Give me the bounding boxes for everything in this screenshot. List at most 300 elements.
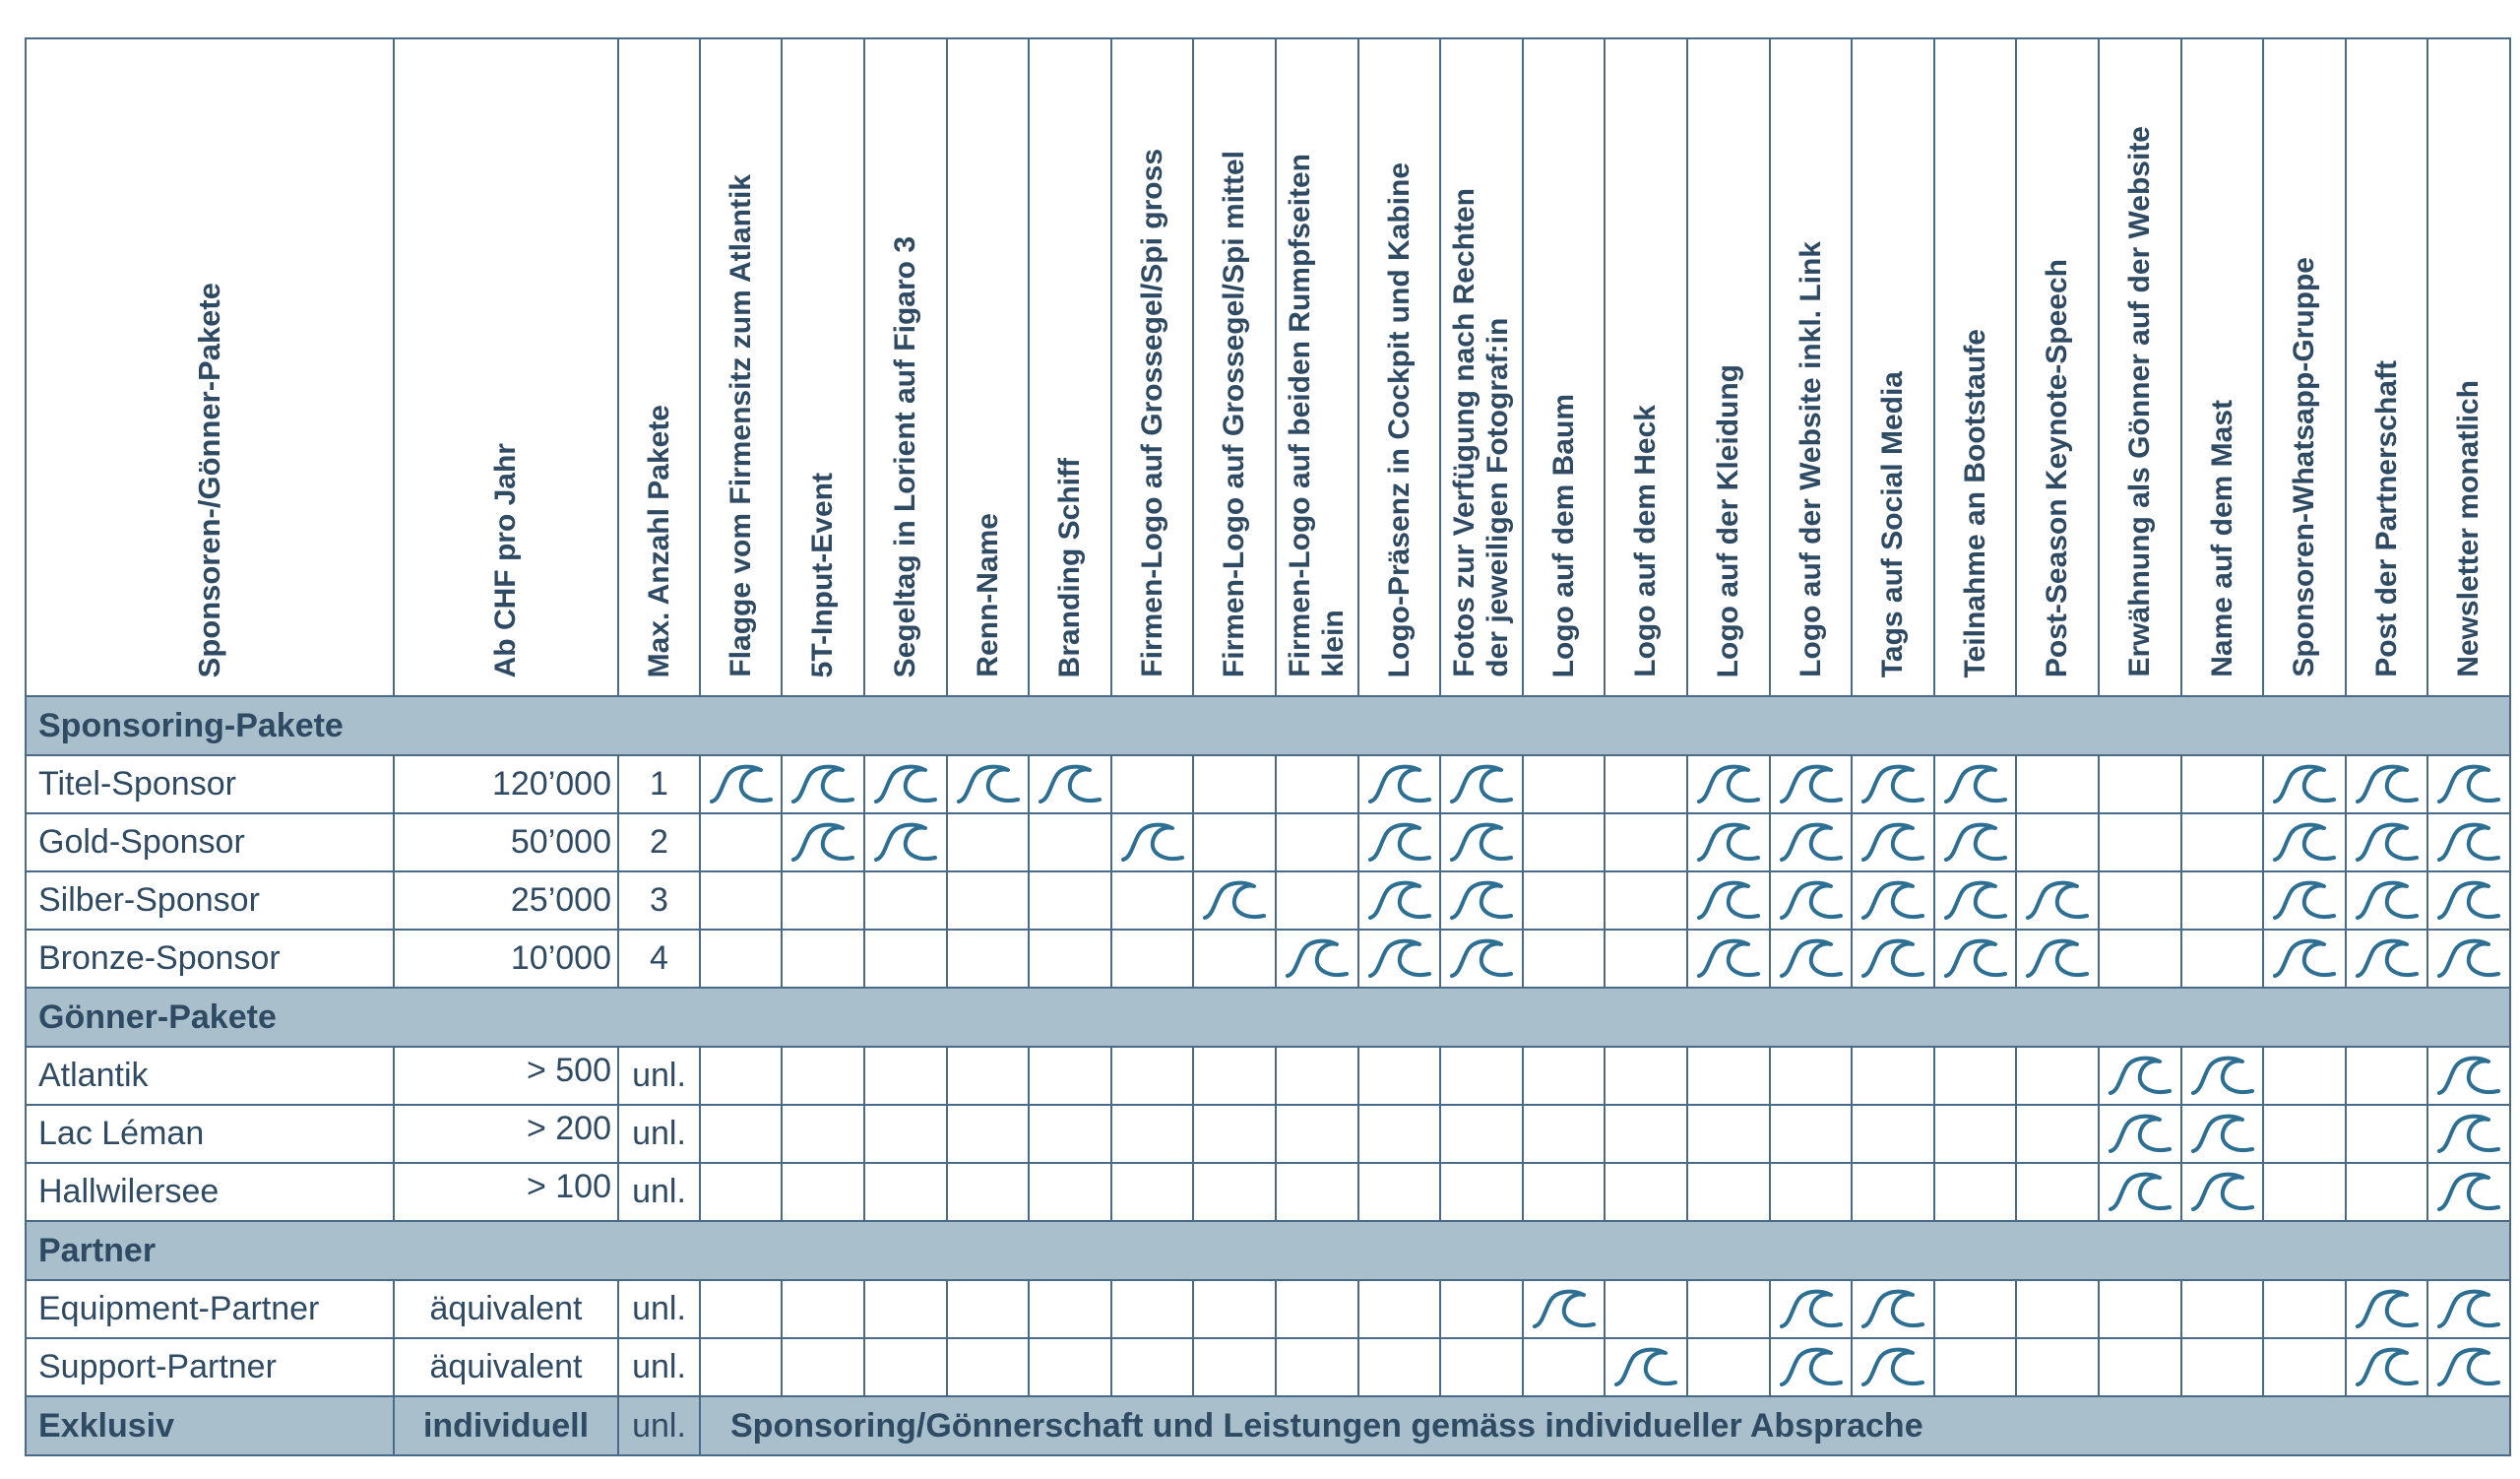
benefit-cell xyxy=(782,1163,864,1221)
header-feature-cell xyxy=(1523,38,1605,696)
header-feature-label: Logo auf dem Baum xyxy=(1546,393,1580,677)
benefit-cell xyxy=(782,1047,864,1105)
benefit-cell xyxy=(1440,1105,1523,1163)
header-max-cell xyxy=(618,38,700,696)
benefit-cell xyxy=(1852,1338,1934,1396)
wave-icon xyxy=(2437,1345,2500,1390)
benefit-cell xyxy=(864,871,947,930)
benefit-cell xyxy=(947,930,1029,988)
benefit-cell xyxy=(1111,755,1193,813)
package-name: Silber-Sponsor xyxy=(26,871,394,930)
wave-icon xyxy=(1861,762,1924,807)
benefit-cell xyxy=(1111,1163,1193,1221)
benefit-cell xyxy=(782,755,864,813)
benefit-cell xyxy=(1523,1047,1605,1105)
benefit-cell xyxy=(1111,1105,1193,1163)
wave-icon xyxy=(2109,1054,2172,1099)
wave-icon xyxy=(1944,936,2007,982)
benefit-cell xyxy=(1934,930,2016,988)
wave-icon xyxy=(1450,820,1513,866)
header-feature-cell xyxy=(2181,38,2263,696)
header-feature-label: Logo-Präsenz in Cockpit und Kabine xyxy=(1382,161,1416,677)
benefit-cell xyxy=(1029,1163,1111,1221)
benefit-cell xyxy=(2263,1280,2346,1338)
benefit-cell xyxy=(1440,930,1523,988)
benefit-cell xyxy=(1852,1105,1934,1163)
benefit-cell xyxy=(2427,871,2510,930)
header-feature-cell xyxy=(782,38,864,696)
header-feature-cell xyxy=(1770,38,1852,696)
wave-icon xyxy=(1697,936,1760,982)
header-feature-label: Renn-Name xyxy=(971,513,1004,677)
benefit-cell xyxy=(2099,930,2181,988)
benefit-cell xyxy=(947,1338,1029,1396)
wave-icon xyxy=(2109,1170,2172,1215)
package-max-count: unl. xyxy=(618,1280,700,1338)
header-feature-label: Logo auf der Website inkl. Link xyxy=(1794,241,1827,677)
wave-icon xyxy=(2191,1112,2254,1157)
benefit-cell xyxy=(864,1163,947,1221)
benefit-cell xyxy=(1440,1047,1523,1105)
benefit-cell xyxy=(1934,1105,2016,1163)
benefit-cell xyxy=(1029,1280,1111,1338)
benefit-cell xyxy=(2181,1105,2263,1163)
benefit-cell xyxy=(1276,1338,1358,1396)
benefit-cell xyxy=(1852,1163,1934,1221)
package-price: äquivalent xyxy=(394,1280,618,1338)
benefit-cell xyxy=(1934,1047,2016,1105)
benefit-cell xyxy=(700,1280,782,1338)
benefit-cell xyxy=(2263,930,2346,988)
benefit-cell xyxy=(864,1338,947,1396)
benefit-cell xyxy=(1687,930,1770,988)
benefit-cell xyxy=(782,813,864,871)
benefit-cell xyxy=(1852,813,1934,871)
header-feature-cell xyxy=(700,38,782,696)
header-feature-label: Post der Partnerschaft xyxy=(2369,360,2403,677)
wave-icon xyxy=(1861,936,1924,982)
benefit-cell xyxy=(947,871,1029,930)
benefit-cell xyxy=(2346,930,2427,988)
wave-icon xyxy=(1039,762,1102,807)
benefit-cell xyxy=(1770,755,1852,813)
benefit-cell xyxy=(1605,755,1687,813)
benefit-cell xyxy=(1440,871,1523,930)
header-feature-cell xyxy=(1934,38,2016,696)
wave-icon xyxy=(1944,878,2007,924)
wave-icon xyxy=(1697,878,1760,924)
wave-icon xyxy=(1780,1287,1843,1332)
benefit-cell xyxy=(782,1338,864,1396)
benefit-cell xyxy=(1358,1047,1440,1105)
header-feature-label: Logo auf der Kleidung xyxy=(1712,363,1744,677)
header-feature-label: Flagge vom Firmensitz zum Atlantik xyxy=(724,174,757,677)
benefit-cell xyxy=(2427,755,2510,813)
exclusive-price: individuell xyxy=(394,1396,618,1455)
header-feature-label: Post-Season Keynote-Speech xyxy=(2041,258,2073,677)
package-price: 25’000 xyxy=(394,871,618,930)
benefit-cell xyxy=(1934,1338,2016,1396)
benefit-cell xyxy=(1029,871,1111,930)
benefit-cell xyxy=(1605,813,1687,871)
benefit-cell xyxy=(1111,813,1193,871)
benefit-cell xyxy=(2346,813,2427,871)
wave-icon xyxy=(2273,762,2336,807)
wave-icon xyxy=(2356,820,2419,866)
package-name: Gold-Sponsor xyxy=(26,813,394,871)
benefit-cell xyxy=(1934,1163,2016,1221)
package-max-count: 3 xyxy=(618,871,700,930)
header-feature-cell xyxy=(1029,38,1111,696)
benefit-cell xyxy=(1358,1338,1440,1396)
package-price: 10’000 xyxy=(394,930,618,988)
wave-icon xyxy=(1861,820,1924,866)
wave-icon xyxy=(2437,1112,2500,1157)
wave-icon xyxy=(791,762,854,807)
wave-icon xyxy=(1286,936,1349,982)
package-max-count: 1 xyxy=(618,755,700,813)
wave-icon xyxy=(874,820,937,866)
header-row xyxy=(26,38,2510,696)
header-feature-cell xyxy=(1111,38,1193,696)
wave-icon xyxy=(1121,820,1184,866)
benefit-cell xyxy=(2016,871,2099,930)
header-feature-label: Fotos zur Verfügung nach Rechten der jeweiligen Fotograf:in xyxy=(1448,188,1514,677)
wave-icon xyxy=(1368,820,1431,866)
benefit-cell xyxy=(1687,755,1770,813)
benefit-cell xyxy=(864,1280,947,1338)
header-feature-cell xyxy=(1276,38,1358,696)
wave-icon xyxy=(2437,878,2500,924)
benefit-cell xyxy=(2099,755,2181,813)
wave-icon xyxy=(2273,936,2336,982)
package-price: 120’000 xyxy=(394,755,618,813)
benefit-cell xyxy=(2099,1047,2181,1105)
benefit-cell xyxy=(947,813,1029,871)
section-header-row xyxy=(26,988,2510,1047)
benefit-cell xyxy=(1276,1163,1358,1221)
benefit-cell xyxy=(2346,1047,2427,1105)
benefit-cell xyxy=(2181,930,2263,988)
wave-icon xyxy=(1533,1287,1596,1332)
benefit-cell xyxy=(1029,1047,1111,1105)
wave-icon xyxy=(2356,1287,2419,1332)
table-row xyxy=(26,755,2510,813)
benefit-cell xyxy=(2263,871,2346,930)
benefit-cell xyxy=(700,1047,782,1105)
header-price-title: Ab CHF pro Jahr xyxy=(489,442,522,677)
header-feature-label: Segeltag in Lorient auf Figaro 3 xyxy=(889,235,921,677)
benefit-cell xyxy=(2099,1163,2181,1221)
benefit-cell xyxy=(1523,1105,1605,1163)
exclusive-note: Sponsoring/Gönnerschaft und Leistungen gemäss individueller Absprache xyxy=(700,1396,2510,1455)
benefit-cell xyxy=(2427,1280,2510,1338)
benefit-cell xyxy=(700,1338,782,1396)
package-max-count: unl. xyxy=(618,1105,700,1163)
benefit-cell xyxy=(1770,1338,1852,1396)
table-body xyxy=(26,696,2510,1455)
benefit-cell xyxy=(1193,813,1276,871)
benefit-cell xyxy=(1276,930,1358,988)
header-feature-label: 5T-Input-Event xyxy=(806,472,839,677)
benefit-cell xyxy=(1770,1163,1852,1221)
benefit-cell xyxy=(1934,871,2016,930)
package-name: Titel-Sponsor xyxy=(26,755,394,813)
header-feature-cell xyxy=(1687,38,1770,696)
benefit-cell xyxy=(1852,755,1934,813)
benefit-cell xyxy=(1687,1105,1770,1163)
table-row xyxy=(26,1338,2510,1396)
table-row xyxy=(26,1280,2510,1338)
package-max-count: unl. xyxy=(618,1163,700,1221)
benefit-cell xyxy=(1440,1280,1523,1338)
benefit-cell xyxy=(1523,1280,1605,1338)
wave-icon xyxy=(2437,762,2500,807)
package-price: > 500 xyxy=(394,1047,618,1105)
benefit-cell xyxy=(2016,1280,2099,1338)
benefit-cell xyxy=(1358,1280,1440,1338)
table-row xyxy=(26,930,2510,988)
header-feature-label: Teilnahme an Bootstaufe xyxy=(1958,328,1991,677)
benefit-cell xyxy=(1605,1105,1687,1163)
wave-icon xyxy=(2356,878,2419,924)
benefit-cell xyxy=(2016,1338,2099,1396)
wave-icon xyxy=(2273,820,2336,866)
benefit-cell xyxy=(1523,871,1605,930)
benefit-cell xyxy=(1934,813,2016,871)
package-max-count: unl. xyxy=(618,1338,700,1396)
wave-icon xyxy=(1861,1287,1924,1332)
benefit-cell xyxy=(1770,871,1852,930)
table-row xyxy=(26,1047,2510,1105)
benefit-cell xyxy=(1770,1280,1852,1338)
benefit-cell xyxy=(2346,755,2427,813)
benefit-cell xyxy=(2181,1280,2263,1338)
header-feature-label: Firmen-Logo auf Grossegel/Spi mittel xyxy=(1218,150,1250,677)
benefit-cell xyxy=(864,1105,947,1163)
benefit-cell xyxy=(864,755,947,813)
header-feature-label: Erwähnung als Gönner auf der Website xyxy=(2123,126,2156,677)
package-price: 50’000 xyxy=(394,813,618,871)
benefit-cell xyxy=(1440,813,1523,871)
benefit-cell xyxy=(1770,1047,1852,1105)
package-price: > 200 xyxy=(394,1105,618,1163)
benefit-cell xyxy=(1111,930,1193,988)
wave-icon xyxy=(1614,1345,1677,1390)
wave-icon xyxy=(957,762,1020,807)
table-row xyxy=(26,813,2510,871)
benefit-cell xyxy=(1523,1163,1605,1221)
wave-icon xyxy=(2273,878,2336,924)
benefit-cell xyxy=(1687,1338,1770,1396)
header-feature-label: Tags auf Social Media xyxy=(1876,370,1909,677)
benefit-cell xyxy=(2016,755,2099,813)
benefit-cell xyxy=(2263,813,2346,871)
benefit-cell xyxy=(1934,755,2016,813)
wave-icon xyxy=(1861,1345,1924,1390)
benefit-cell xyxy=(947,1047,1029,1105)
table-row xyxy=(26,1105,2510,1163)
benefit-cell xyxy=(864,813,947,871)
benefit-cell xyxy=(2181,1338,2263,1396)
benefit-cell xyxy=(1687,1280,1770,1338)
benefit-cell xyxy=(2427,1338,2510,1396)
benefit-cell xyxy=(947,1280,1029,1338)
benefit-cell xyxy=(1193,1105,1276,1163)
benefit-cell xyxy=(2099,1338,2181,1396)
wave-icon xyxy=(2356,936,2419,982)
wave-icon xyxy=(2026,878,2089,924)
wave-icon xyxy=(1780,820,1843,866)
header-feature-cell xyxy=(2263,38,2346,696)
benefit-cell xyxy=(1852,1047,1934,1105)
benefit-cell xyxy=(2016,930,2099,988)
package-max-count: 2 xyxy=(618,813,700,871)
benefit-cell xyxy=(1440,1163,1523,1221)
wave-icon xyxy=(2356,762,2419,807)
benefit-cell xyxy=(2181,1163,2263,1221)
benefit-cell xyxy=(1852,871,1934,930)
benefit-cell xyxy=(700,930,782,988)
wave-icon xyxy=(2437,1287,2500,1332)
header-package-cell xyxy=(26,38,394,696)
package-name: Equipment-Partner xyxy=(26,1280,394,1338)
wave-icon xyxy=(1780,878,1843,924)
benefit-cell xyxy=(2181,871,2263,930)
benefit-cell xyxy=(947,1163,1029,1221)
benefit-cell xyxy=(2263,1338,2346,1396)
wave-icon xyxy=(1697,762,1760,807)
wave-icon xyxy=(1368,762,1431,807)
benefit-cell xyxy=(782,930,864,988)
table-row xyxy=(26,1163,2510,1221)
section-title: Gönner-Pakete xyxy=(26,988,2510,1047)
benefit-cell xyxy=(1523,755,1605,813)
wave-icon xyxy=(1697,820,1760,866)
benefit-cell xyxy=(2427,1105,2510,1163)
benefit-cell xyxy=(864,930,947,988)
benefit-cell xyxy=(1276,1047,1358,1105)
wave-icon xyxy=(1944,820,2007,866)
header-feature-label: Firmen-Logo auf Grossegel/Spi gross xyxy=(1135,149,1168,677)
benefit-cell xyxy=(1605,1047,1687,1105)
wave-icon xyxy=(2356,1345,2419,1390)
benefit-cell xyxy=(1193,930,1276,988)
wave-icon xyxy=(2191,1170,2254,1215)
benefit-cell xyxy=(1852,930,1934,988)
benefit-cell xyxy=(1605,1163,1687,1221)
benefit-cell xyxy=(1770,1105,1852,1163)
wave-icon xyxy=(1450,936,1513,982)
benefit-cell xyxy=(1276,813,1358,871)
benefit-cell xyxy=(1852,1280,1934,1338)
benefit-cell xyxy=(1358,1105,1440,1163)
wave-icon xyxy=(710,762,773,807)
header-feature-cell xyxy=(2346,38,2427,696)
benefit-cell xyxy=(2016,813,2099,871)
header-feature-cell xyxy=(947,38,1029,696)
benefit-cell xyxy=(1276,755,1358,813)
benefit-cell xyxy=(1770,813,1852,871)
exclusive-name: Exklusiv xyxy=(26,1396,394,1455)
wave-icon xyxy=(1780,762,1843,807)
header-feature-cell xyxy=(2099,38,2181,696)
benefit-cell xyxy=(1193,1047,1276,1105)
exclusive-row xyxy=(26,1396,2510,1455)
benefit-cell xyxy=(2016,1163,2099,1221)
header-feature-cell xyxy=(1440,38,1523,696)
benefit-cell xyxy=(700,1105,782,1163)
section-header-row xyxy=(26,696,2510,755)
benefit-cell xyxy=(1193,755,1276,813)
benefit-cell xyxy=(1523,813,1605,871)
wave-icon xyxy=(874,762,937,807)
header-feature-label: Name auf dem Mast xyxy=(2205,400,2238,677)
header-package-title: Sponsoren-/Gönner-Pakete xyxy=(192,282,226,677)
wave-icon xyxy=(2109,1112,2172,1157)
benefit-cell xyxy=(2427,1163,2510,1221)
benefit-cell xyxy=(1358,871,1440,930)
benefit-cell xyxy=(2099,813,2181,871)
benefit-cell xyxy=(1687,1163,1770,1221)
benefit-cell xyxy=(700,871,782,930)
benefit-cell xyxy=(1934,1280,2016,1338)
header-feature-label: Firmen-Logo auf beiden Rumpfseiten klein xyxy=(1284,154,1350,677)
benefit-cell xyxy=(2263,1105,2346,1163)
header-feature-label: Newsletter monatlich xyxy=(2452,380,2485,677)
benefit-cell xyxy=(1358,813,1440,871)
benefit-cell xyxy=(1111,1280,1193,1338)
header-feature-label: Logo auf dem Heck xyxy=(1629,405,1662,677)
benefit-cell xyxy=(782,1105,864,1163)
benefit-cell xyxy=(2346,1338,2427,1396)
header-feature-label: Branding Schiff xyxy=(1053,457,1086,677)
benefit-cell xyxy=(1440,755,1523,813)
header-max-title: Max. Anzahl Pakete xyxy=(642,404,675,677)
benefit-cell xyxy=(2346,1280,2427,1338)
table-row xyxy=(26,871,2510,930)
benefit-cell xyxy=(2263,755,2346,813)
wave-icon xyxy=(1450,878,1513,924)
benefit-cell xyxy=(1523,930,1605,988)
header-feature-cell xyxy=(1605,38,1687,696)
header-feature-cell xyxy=(1358,38,1440,696)
wave-icon xyxy=(1450,762,1513,807)
package-name: Lac Léman xyxy=(26,1105,394,1163)
wave-icon xyxy=(1861,878,1924,924)
benefit-cell xyxy=(1276,1280,1358,1338)
wave-icon xyxy=(2437,1170,2500,1215)
wave-icon xyxy=(1203,878,1266,924)
header-feature-cell xyxy=(1193,38,1276,696)
benefit-cell xyxy=(1687,871,1770,930)
benefit-cell xyxy=(2181,1047,2263,1105)
benefit-cell xyxy=(2016,1105,2099,1163)
benefit-cell xyxy=(1358,1163,1440,1221)
package-price: > 100 xyxy=(394,1163,618,1221)
package-name: Bronze-Sponsor xyxy=(26,930,394,988)
wave-icon xyxy=(2191,1054,2254,1099)
header-feature-cell xyxy=(2427,38,2510,696)
header-feature-cell xyxy=(1852,38,1934,696)
benefit-cell xyxy=(2263,1163,2346,1221)
benefit-cell xyxy=(2427,930,2510,988)
benefit-cell xyxy=(1358,930,1440,988)
header-price-cell xyxy=(394,38,618,696)
wave-icon xyxy=(1368,878,1431,924)
benefit-cell xyxy=(782,871,864,930)
section-title: Sponsoring-Pakete xyxy=(26,696,2510,755)
